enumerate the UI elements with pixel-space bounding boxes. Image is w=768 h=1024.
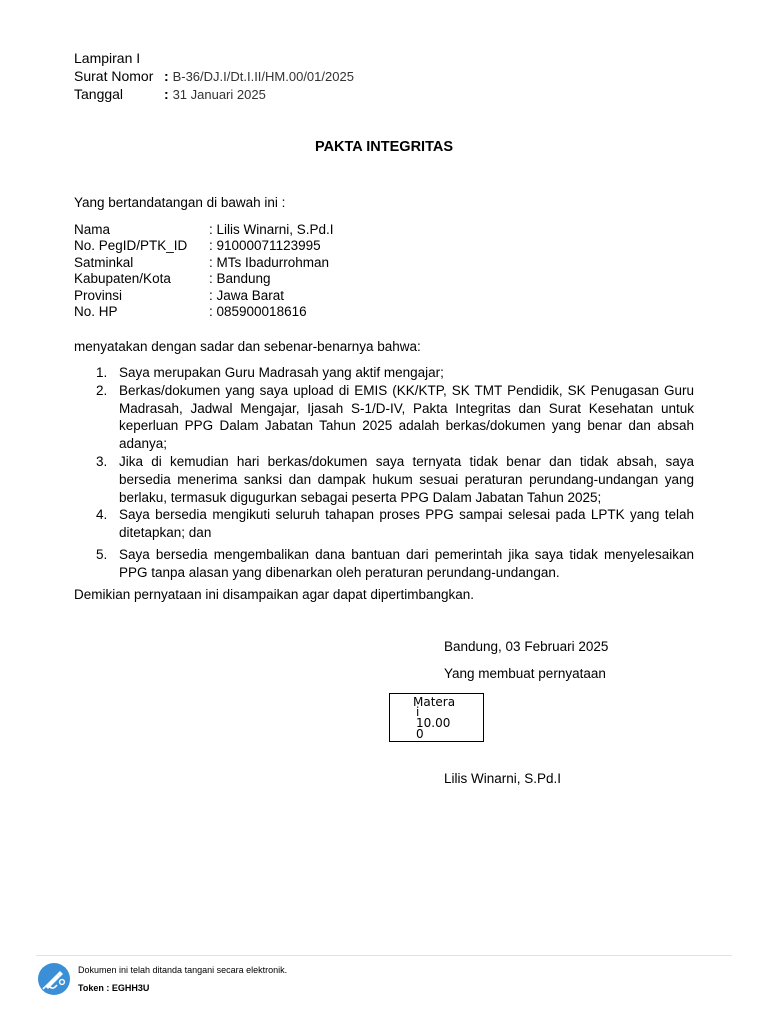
list-text: Saya merupakan Guru Madrasah yang aktif mengajar; xyxy=(119,365,444,380)
closing-text: Demikian pernyataan ini disampaikan agar dapat dipertimbangkan. xyxy=(74,587,474,602)
statement-intro: menyatakan dengan sadar dan sebenar-benarnya bahwa: xyxy=(74,339,421,354)
identity-row-phone xyxy=(74,303,307,320)
letter-number-value: B-36/DJ.I/Dt.I.II/HM.00/01/2025 xyxy=(172,69,354,84)
document-title: PAKTA INTEGRITAS xyxy=(314,139,453,155)
place-date: Bandung, 03 Februari 2025 xyxy=(444,639,609,654)
identity-label: Provinsi xyxy=(74,288,123,303)
pen-signature-icon xyxy=(37,962,71,996)
identity-row-satminkal xyxy=(74,254,329,271)
identity-label: Nama xyxy=(74,222,111,237)
colon: : xyxy=(164,86,169,102)
identity-row-pegid xyxy=(74,237,321,254)
list-number: 4. xyxy=(96,507,108,523)
list-item xyxy=(74,506,694,542)
list-number: 1. xyxy=(96,365,108,380)
list-number: 2. xyxy=(96,382,108,398)
signer-name: Lilis Winarni, S.Pd.I xyxy=(444,771,562,786)
letter-number-row xyxy=(74,67,354,85)
footer-token: Token : EGHH3U xyxy=(78,983,150,993)
identity-label: Kabupaten/Kota xyxy=(74,271,171,286)
identity-value: : MTs Ibadurrohman xyxy=(209,255,330,270)
footer-divider xyxy=(36,955,732,956)
signer-role: Yang membuat pernyataan xyxy=(444,666,606,681)
identity-value: : Bandung xyxy=(209,271,271,286)
list-text: Jika di kemudian hari berkas/dokumen saya ternyata tidak benar dan tidak absah, saya bersedia menerima sanksi dan dampak hukum sesuai peraturan perundang-undangan yang berlaku, termasuk digugurkan sebagai peserta PPG Dalam Jabatan Tahun 2025; xyxy=(119,453,694,505)
list-text: Saya bersedia mengembalikan dana bantuan dari pemerintah jika saya tidak menyelesaikan PPG tanpa alasan yang dibenarkan oleh peraturan perundang-undangan. xyxy=(119,546,694,580)
list-item xyxy=(74,453,694,506)
list-item xyxy=(74,382,694,453)
stamp-text: i xyxy=(416,705,420,719)
attachment-label: Lampiran I xyxy=(74,50,141,66)
intro-text: Yang bertandatangan di bawah ini : xyxy=(74,195,286,210)
letter-number-label: Surat Nomor xyxy=(74,68,154,84)
list-text: Saya bersedia mengikuti seluruh tahapan proses PPG sampai selesai pada LPTK yang telah ditetapkan; dan xyxy=(119,507,694,541)
identity-row-provinsi xyxy=(74,287,284,304)
stamp-box xyxy=(389,693,484,742)
list-item xyxy=(74,364,694,382)
statement-list xyxy=(74,364,694,582)
date-value: 31 Januari 2025 xyxy=(172,87,266,102)
stamp-text: 10.00 xyxy=(416,716,451,730)
identity-label: No. PegID/PTK_ID xyxy=(74,238,188,253)
stamp-text: 0 xyxy=(416,727,424,741)
stamp-text: Matera xyxy=(413,695,456,709)
identity-label: Satminkal xyxy=(74,255,134,270)
identity-value: : Jawa Barat xyxy=(209,288,285,303)
list-text: Berkas/dokumen yang saya upload di EMIS (KK/KTP, SK TMT Pendidik, SK Penugasan Guru Madrasah, Jadwal Mengajar, Ijasah S-1/D-IV, Pakta Integritas dan Surat Kesehatan untuk keperluan PPG Dalam Jabatan Tahun 2025 adalah berkas/dokumen yang benar dan absah adanya; xyxy=(119,382,694,452)
identity-label: No. HP xyxy=(74,304,118,319)
list-number: 5. xyxy=(96,546,108,562)
footer-note: Dokumen ini telah ditanda tangani secara elektronik. xyxy=(78,965,288,975)
date-row xyxy=(74,85,266,103)
identity-value: : 91000071123995 xyxy=(209,238,321,253)
identity-value: : 085900018616 xyxy=(209,304,307,319)
identity-row-kabupaten xyxy=(74,270,271,287)
colon: : xyxy=(164,68,169,84)
list-number: 3. xyxy=(96,453,108,469)
date-label: Tanggal xyxy=(74,86,124,102)
list-item xyxy=(74,546,694,582)
identity-row-name xyxy=(74,221,334,238)
identity-value: : Lilis Winarni, S.Pd.I xyxy=(209,222,334,237)
